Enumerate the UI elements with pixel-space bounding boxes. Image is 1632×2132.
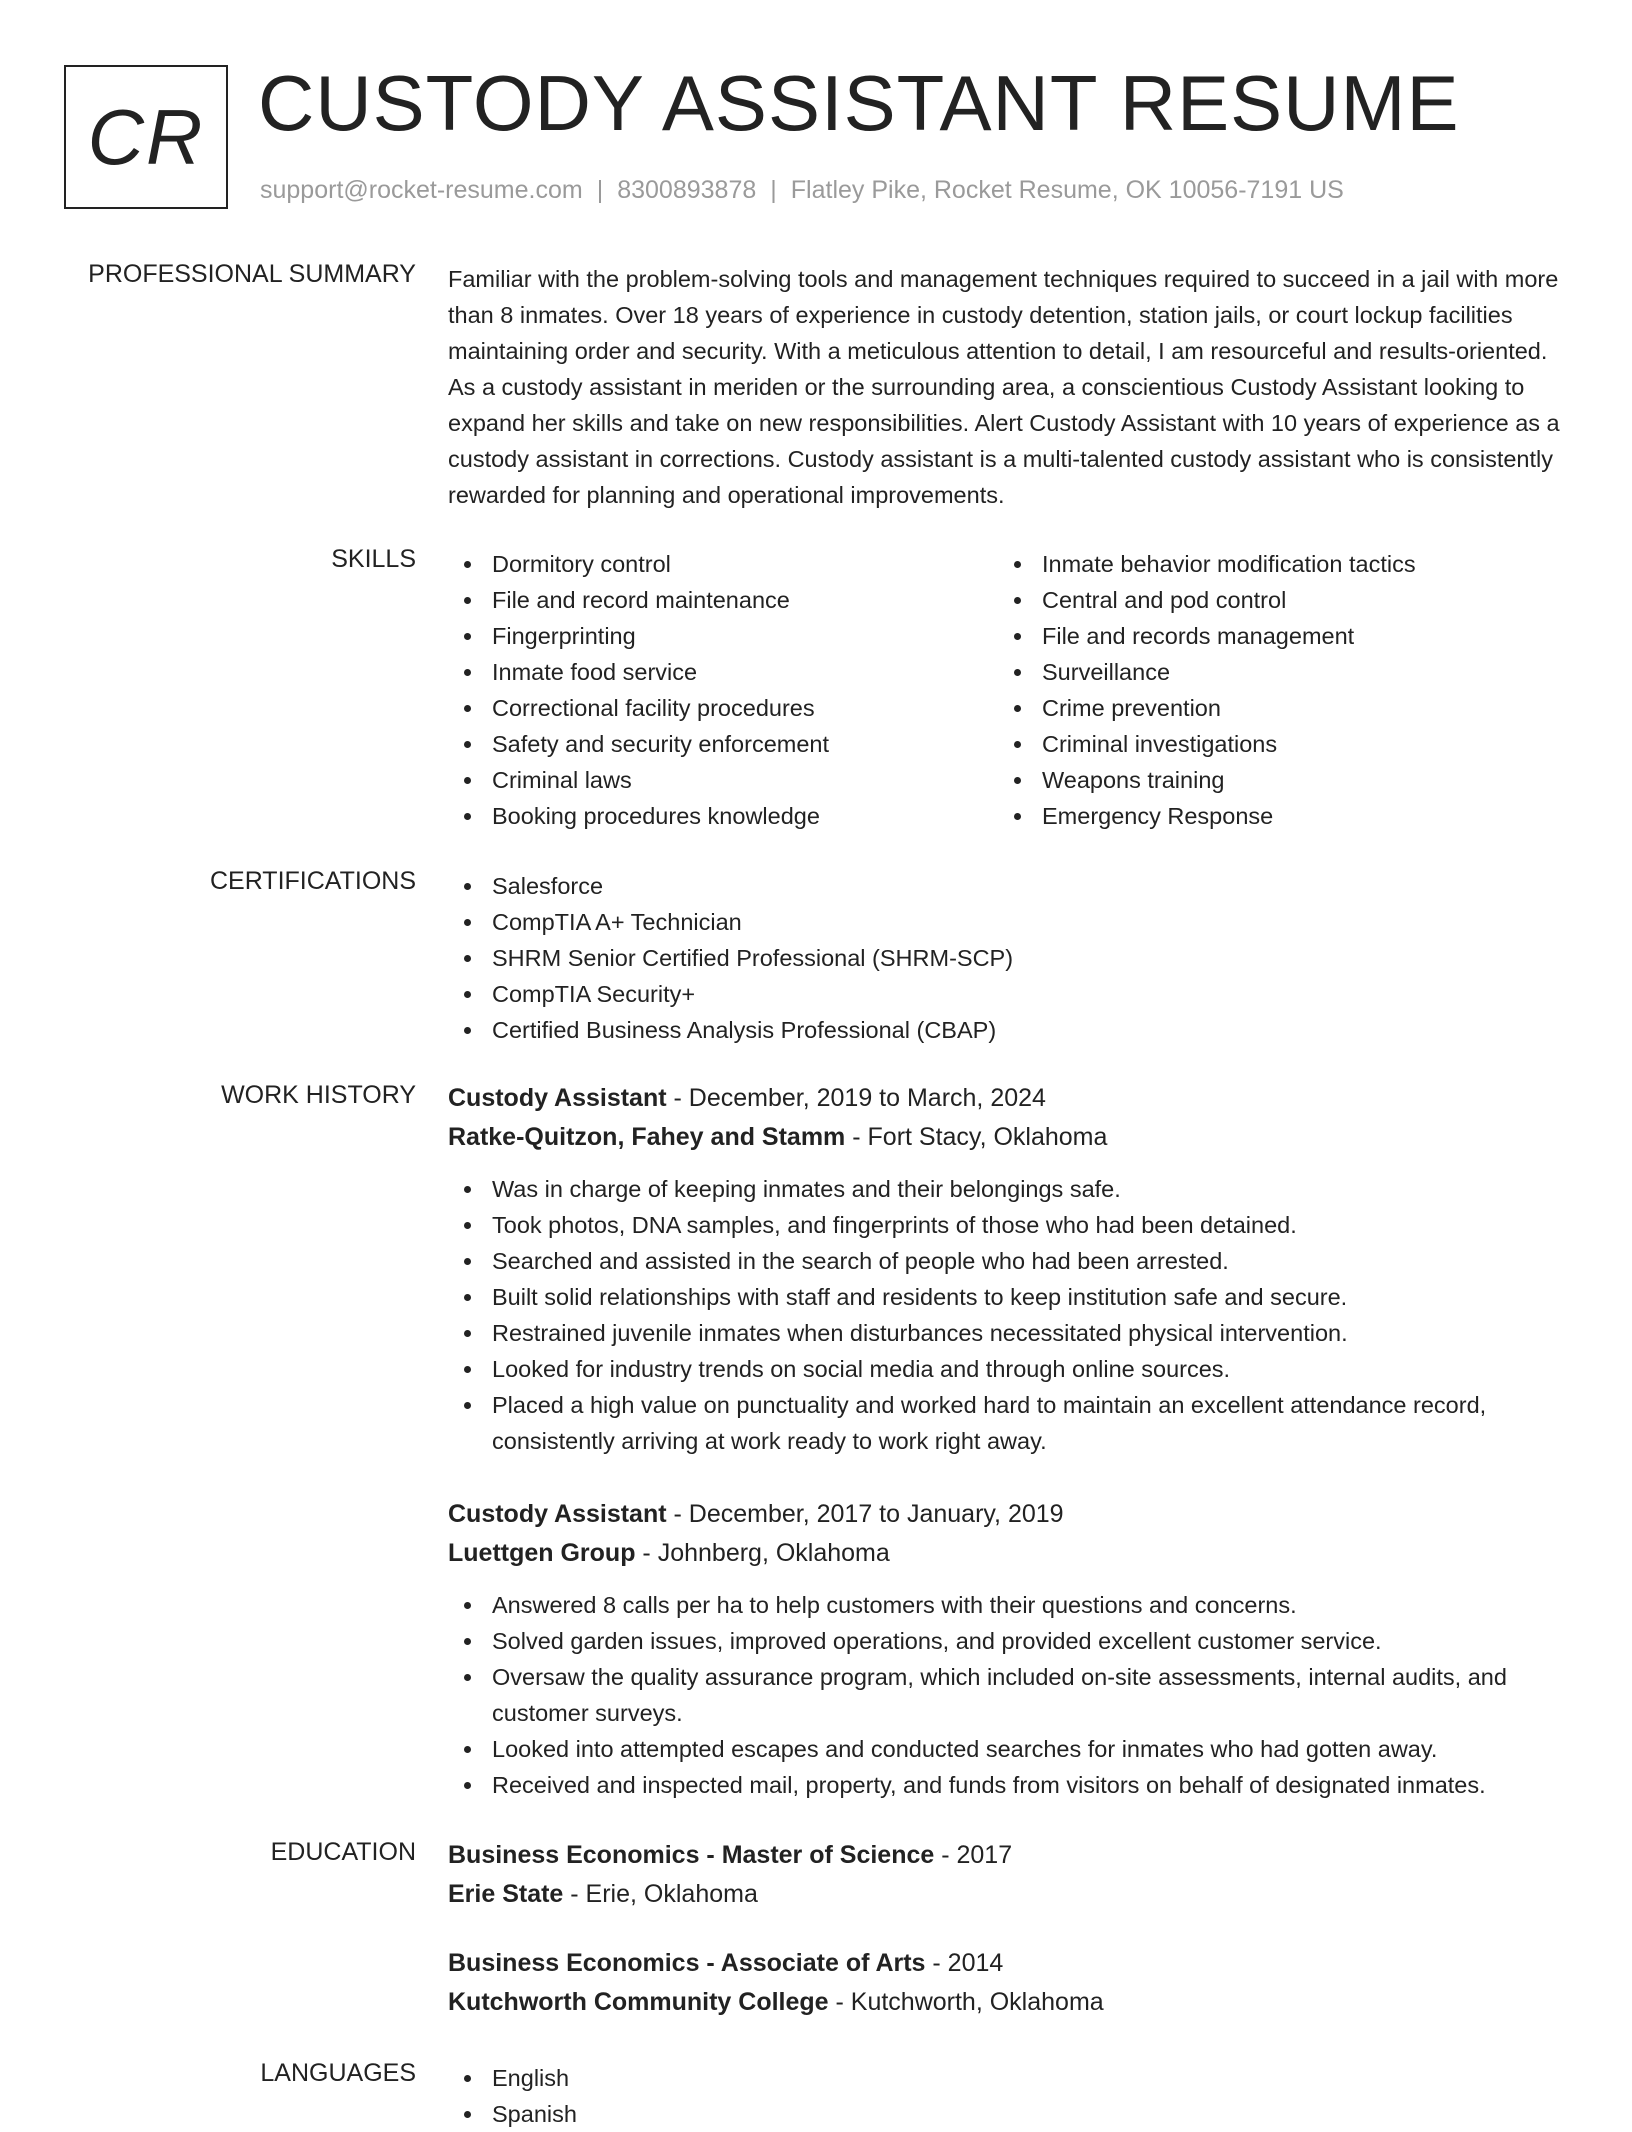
school: Erie State (448, 1880, 564, 1908)
list-item: Safety and security enforcement (448, 726, 998, 762)
work-history-body (448, 1079, 1568, 1839)
list-item: Booking procedures knowledge (448, 798, 998, 834)
school-location: - Kutchworth, Oklahoma (828, 1988, 1104, 2016)
list-item: Built solid relationships with staff and residents to keep institution safe and secure. (448, 1279, 1568, 1315)
job-title: Custody Assistant (448, 1084, 667, 1112)
list-item: Emergency Response (998, 798, 1548, 834)
list-item: Restrained juvenile inmates when disturbances necessitated physical intervention. (448, 1315, 1568, 1351)
list-item: File and record maintenance (448, 582, 998, 618)
list-item: CompTIA A+ Technician (448, 904, 1568, 940)
job-company: Ratke-Quitzon, Fahey and Stamm (448, 1123, 846, 1151)
job-dates: - December, 2019 to March, 2024 (666, 1084, 1046, 1112)
list-item: Surveillance (998, 654, 1548, 690)
list-item: SHRM Senior Certified Professional (SHRM-SCP) (448, 940, 1568, 976)
school-location: - Erie, Oklahoma (563, 1880, 758, 1908)
section-label-work-history: WORK HISTORY (221, 1081, 416, 1109)
school: Kutchworth Community College (448, 1988, 829, 2016)
list-item: Looked into attempted escapes and conducted searches for inmates who had gotten away. (448, 1731, 1568, 1767)
list-item: Spanish (448, 2096, 1568, 2132)
job-title-line (448, 1079, 1568, 1118)
job-title-line (448, 1495, 1568, 1534)
job-entry (448, 1079, 1568, 1459)
skills-columns (448, 546, 1568, 834)
list-item: Fingerprinting (448, 618, 998, 654)
list-item: Inmate behavior modification tactics (998, 546, 1548, 582)
list-item: Criminal laws (448, 762, 998, 798)
section-label-summary: PROFESSIONAL SUMMARY (88, 260, 416, 288)
contact-email: support@rocket-resume.com (260, 176, 583, 204)
list-item: Looked for industry trends on social media and through online sources. (448, 1351, 1568, 1387)
list-item: Placed a high value on punctuality and worked hard to maintain an excellent attendance record, consistently arriving at work ready to work right away. (448, 1387, 1568, 1459)
list-item: Certified Business Analysis Professional (CBAP) (448, 1012, 1568, 1048)
list-item: Was in charge of keeping inmates and their belongings safe. (448, 1171, 1568, 1207)
skills-list-left (448, 546, 998, 834)
list-item: Answered 8 calls per ha to help customers with their questions and concerns. (448, 1587, 1568, 1623)
job-location: - Johnberg, Oklahoma (635, 1539, 890, 1567)
section-label-languages: LANGUAGES (260, 2059, 416, 2087)
list-item: Crime prevention (998, 690, 1548, 726)
education-entry (448, 1836, 1568, 1914)
certifications-list (448, 868, 1568, 1048)
list-item: File and records management (998, 618, 1548, 654)
job-entry (448, 1495, 1568, 1803)
degree: Business Economics - Master of Science (448, 1841, 935, 1869)
school-line (448, 1875, 1568, 1914)
contact-separator: | (770, 176, 777, 204)
list-item: Inmate food service (448, 654, 998, 690)
list-item: Received and inspected mail, property, and funds from visitors on behalf of designated inmates. (448, 1767, 1568, 1803)
list-item: Salesforce (448, 868, 1568, 904)
job-duties-list (448, 1171, 1568, 1459)
degree: Business Economics - Associate of Arts (448, 1949, 926, 1977)
languages-list (448, 2060, 1568, 2132)
resume-title: CUSTODY ASSISTANT RESUME (258, 59, 1460, 147)
monogram-logo: CR (64, 65, 228, 209)
education-entry (448, 1944, 1568, 2022)
job-duties-list (448, 1587, 1568, 1803)
list-item: Weapons training (998, 762, 1548, 798)
list-item: Oversaw the quality assurance program, which included on-site assessments, internal audits, and customer surveys. (448, 1659, 1568, 1731)
section-label-certifications: CERTIFICATIONS (209, 867, 416, 895)
degree-year: - 2017 (934, 1841, 1013, 1869)
contact-phone: 8300893878 (617, 176, 757, 204)
job-title: Custody Assistant (448, 1500, 667, 1528)
education-body (448, 1836, 1568, 2052)
section-label-education: EDUCATION (270, 1838, 416, 1866)
list-item: Central and pod control (998, 582, 1548, 618)
contact-address: Flatley Pike, Rocket Resume, OK 10056-7191 US (790, 176, 1344, 204)
degree-line (448, 1944, 1568, 1983)
list-item: Searched and assisted in the search of people who had been arrested. (448, 1243, 1568, 1279)
list-item: English (448, 2060, 1568, 2096)
list-item: Correctional facility procedures (448, 690, 998, 726)
summary-text: Familiar with the problem-solving tools and management techniques required to succeed in a jail with more than 8 inmates. Over 18 years of experience in custody detention, station jails, or court lockup facilities maintaining order and security. With a meticulous attention to detail, I am resourceful and results-oriented. As a custody assistant in meriden or the surrounding area, a conscientious Custody Assistant looking to expand her skills and take on new responsibilities. Alert Custody Assistant with 10 years of experience as a custody assistant in corrections. Custody assistant is a multi-talented custody assistant who is consistently rewarded for planning and operational improvements. (448, 266, 1560, 508)
section-label-skills: SKILLS (331, 545, 416, 573)
degree-line (448, 1836, 1568, 1875)
school-line (448, 1983, 1568, 2022)
contact-separator: | (596, 176, 604, 204)
contact-line (260, 176, 1344, 205)
languages-body (448, 2060, 1568, 2132)
list-item: Took photos, DNA samples, and fingerprints of those who had been detained. (448, 1207, 1568, 1243)
degree-year: - 2014 (925, 1949, 1004, 1977)
job-location: - Fort Stacy, Oklahoma (845, 1123, 1108, 1151)
list-item: Criminal investigations (998, 726, 1548, 762)
list-item: CompTIA Security+ (448, 976, 1568, 1012)
job-company-line (448, 1534, 1568, 1573)
job-company-line (448, 1118, 1568, 1157)
certifications-body (448, 868, 1568, 1048)
skills-list-right (998, 546, 1548, 834)
list-item: Dormitory control (448, 546, 998, 582)
job-company: Luettgen Group (448, 1539, 636, 1567)
list-item: Solved garden issues, improved operations, and provided excellent customer service. (448, 1623, 1568, 1659)
job-dates: - December, 2017 to January, 2019 (666, 1500, 1064, 1528)
